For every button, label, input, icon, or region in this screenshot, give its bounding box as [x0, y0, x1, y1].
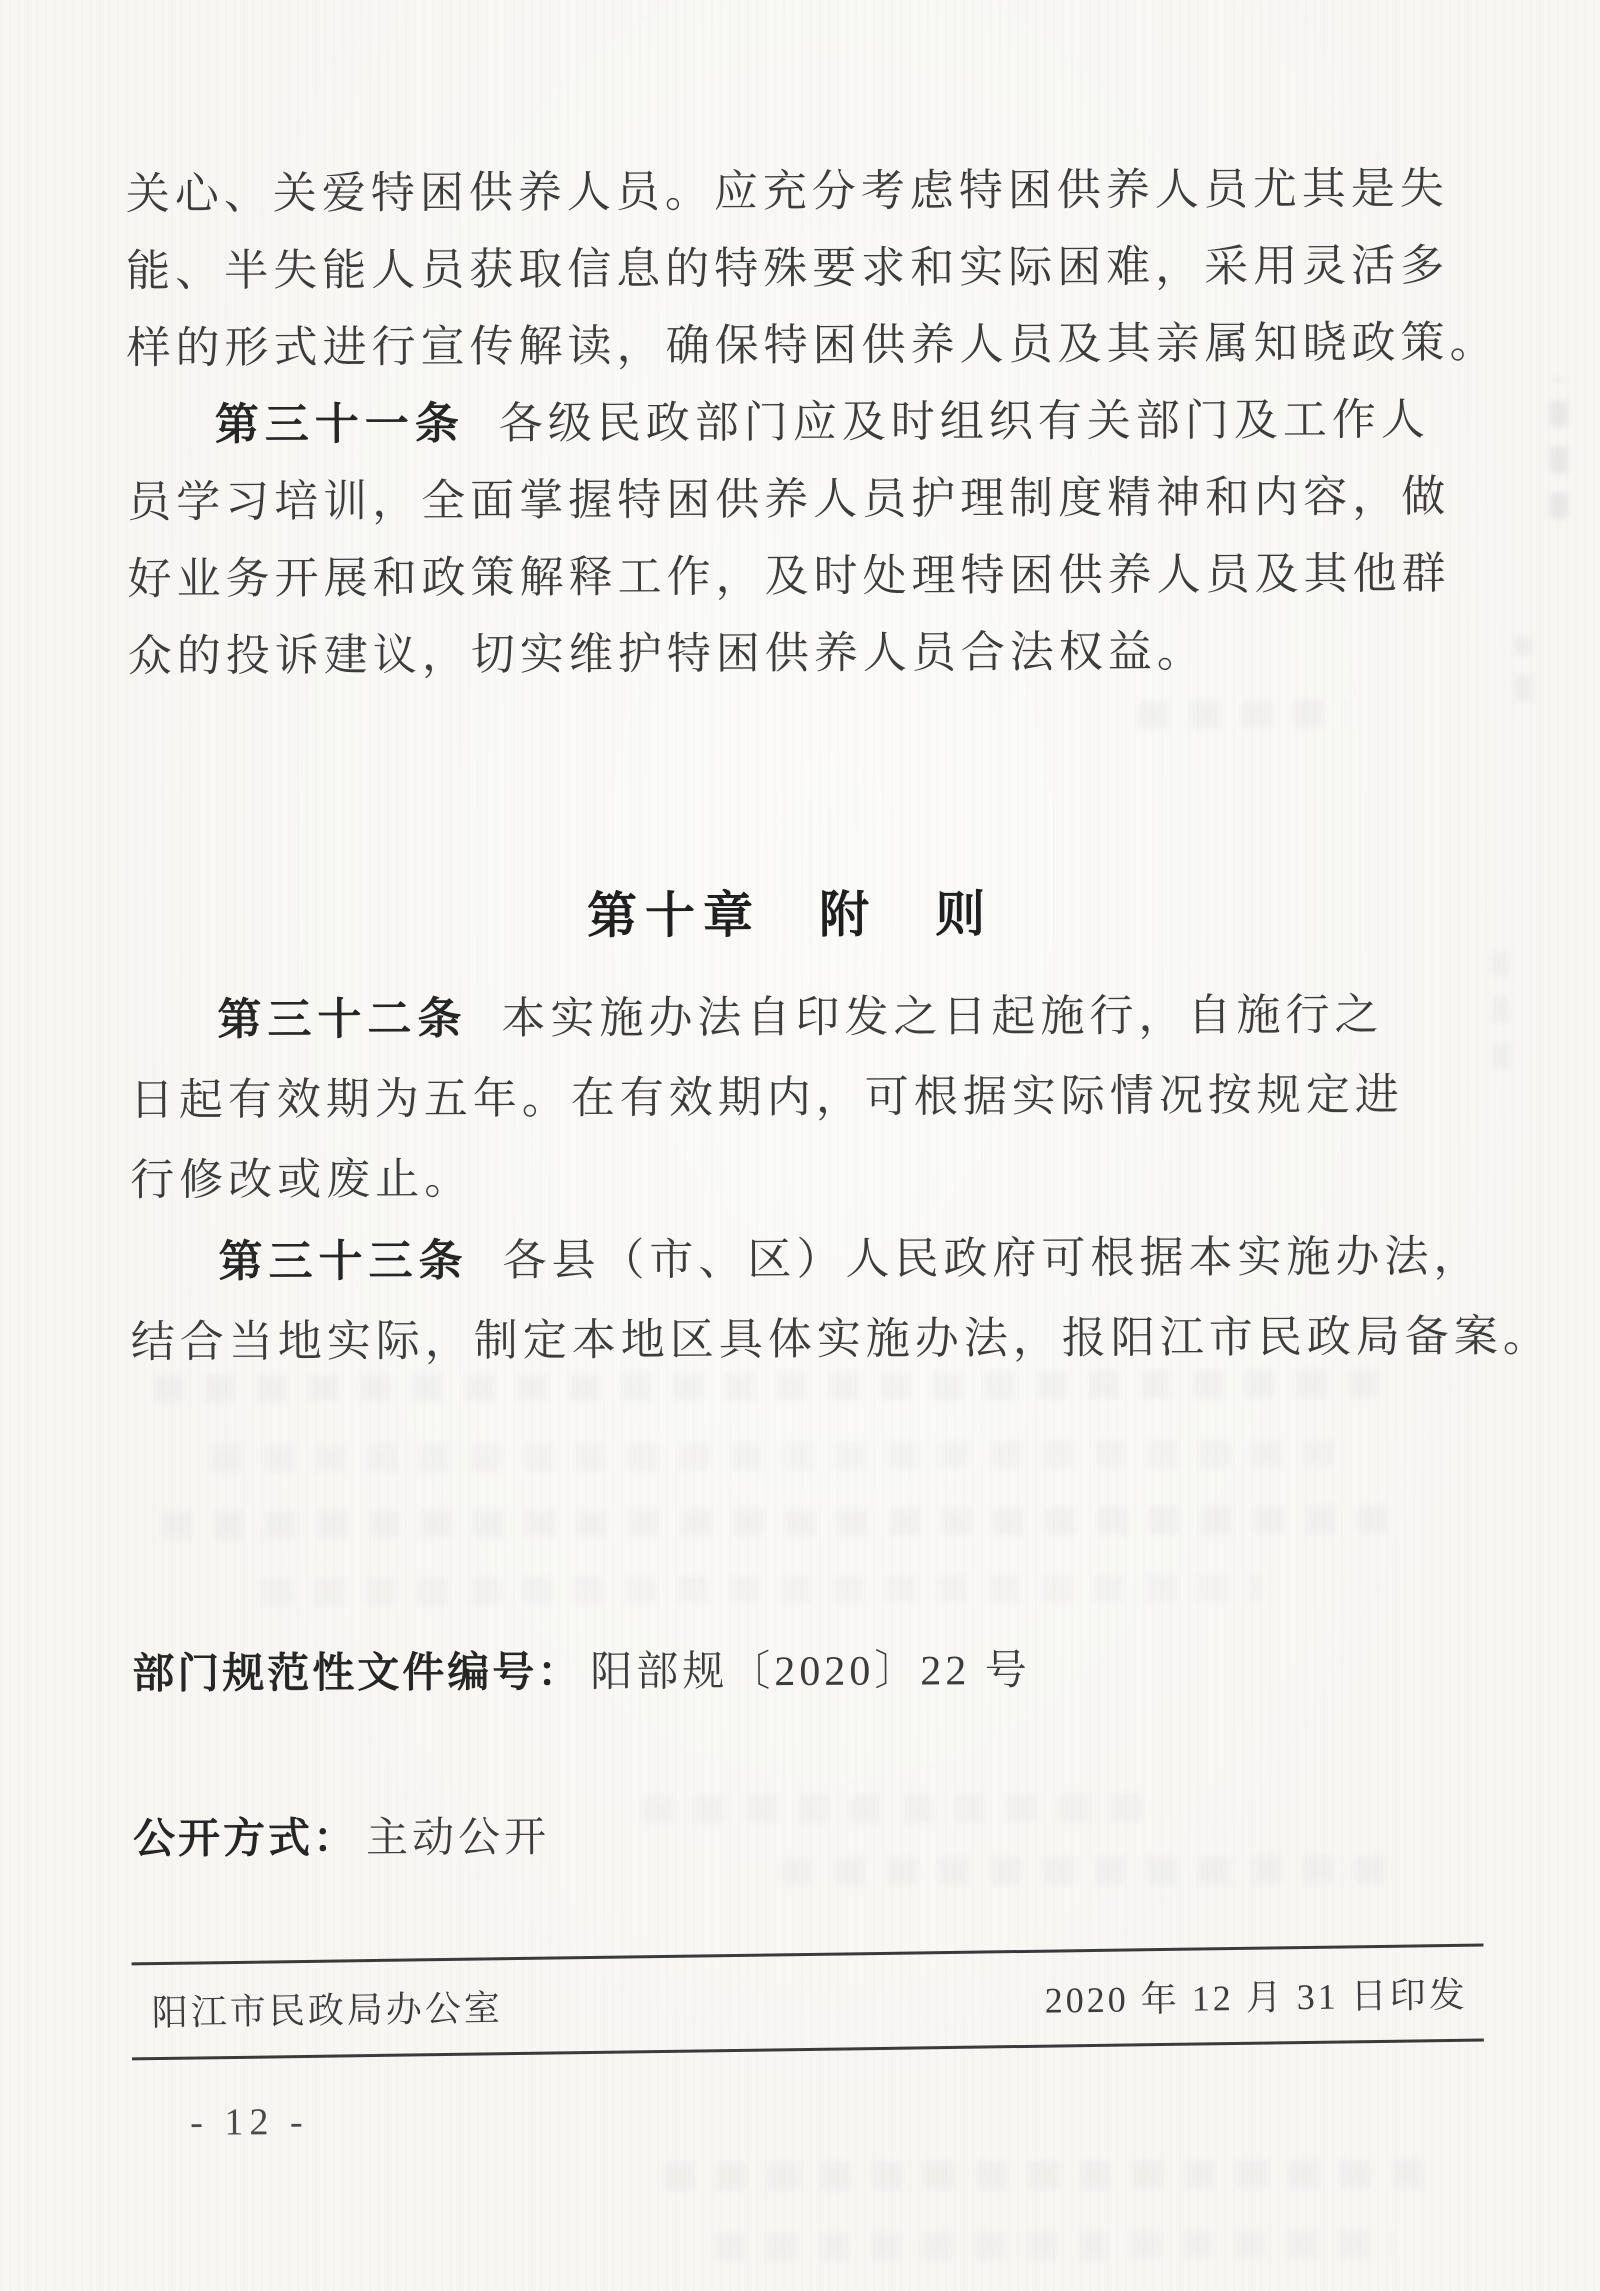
chapter-heading: 第十章 附 则	[586, 886, 994, 944]
body-line	[130, 1231, 1540, 1289]
body-line	[128, 625, 1450, 683]
body-text: 好业务开展和政策解释工作，及时处理特困供养人员及其他群	[127, 549, 1451, 604]
body-line	[130, 1069, 1452, 1127]
article-number: 第三十三条	[218, 1236, 469, 1287]
footer-rule-bottom	[132, 2039, 1484, 2061]
article-number: 第三十一条	[214, 399, 465, 450]
doc-number-value: 阳部规〔2020〕22 号	[590, 1647, 1031, 1696]
body-line	[129, 989, 1539, 1047]
print-date: 2020 年 12 月 31 日印发	[1044, 1974, 1468, 2021]
body-text: 样的形式进行宣传解读，确保特困供养人员及其亲属知晓政策。	[126, 317, 1499, 373]
bleedthrough-smudge	[783, 1855, 1403, 1886]
bleedthrough-smudge	[153, 1369, 1393, 1402]
bleedthrough-smudge	[643, 1793, 1163, 1823]
footer-row	[151, 1967, 1468, 2035]
body-text: 众的投诉建议，切实维护特困供养人员合法权益。	[127, 627, 1206, 681]
publicity-row	[133, 1811, 550, 1866]
body-text: 日起有效期为五年。在有效期内，可根据实际情况按规定进	[129, 1070, 1404, 1125]
body-line	[127, 394, 1537, 452]
publicity-value: 主动公开	[365, 1815, 551, 1862]
footer-rule-top	[132, 1944, 1484, 1966]
body-line	[126, 240, 1448, 298]
body-line	[126, 317, 1499, 375]
body-text: 结合当地实际，制定本地区具体实施办法，报阳江市民政局备案。	[130, 1311, 1552, 1367]
issuing-office: 阳江市民政局办公室	[151, 1987, 504, 2033]
body-text: 各县（市、区）人民政府可根据本实施办法，	[502, 1232, 1483, 1286]
page-number: - 12 -	[190, 2101, 309, 2144]
bleedthrough-smudge	[211, 1440, 1351, 1473]
body-text: 员学习培训，全面掌握特困供养人员护理制度精神和内容，做	[127, 472, 1451, 527]
body-text: 关心、关爱特困供养人员。应充分考虑特困供养人员尤其是失	[125, 164, 1449, 219]
body-line	[127, 548, 1449, 606]
bleedthrough-smudge	[262, 1574, 1262, 1606]
bleedthrough-smudge	[1514, 637, 1532, 701]
article-number: 第三十二条	[217, 994, 468, 1045]
body-text: 本实施办法自印发之日起施行，自施行之	[501, 990, 1384, 1044]
bleedthrough-smudge	[715, 2229, 1395, 2260]
body-text: 行修改或废止。	[130, 1154, 474, 1205]
bleedthrough-smudge	[162, 1505, 1392, 1538]
body-line	[130, 1149, 1452, 1207]
body-line	[130, 1311, 1552, 1369]
doc-number-row	[132, 1644, 1031, 1701]
publicity-label: 公开方式：	[132, 1813, 359, 1862]
bleedthrough-smudge	[1138, 700, 1348, 729]
doc-number-label: 部门规范性文件编号：	[132, 1647, 583, 1697]
body-text: 各级民政部门应及时组织有关部门及工作人	[498, 395, 1430, 449]
body-text: 能、半失能人员获取信息的特殊要求和实际困难，采用灵活多	[126, 241, 1450, 296]
bleedthrough-smudge	[664, 2159, 1424, 2190]
body-line	[126, 163, 1448, 221]
body-line	[127, 471, 1449, 529]
bleedthrough-smudge	[1550, 379, 1569, 519]
